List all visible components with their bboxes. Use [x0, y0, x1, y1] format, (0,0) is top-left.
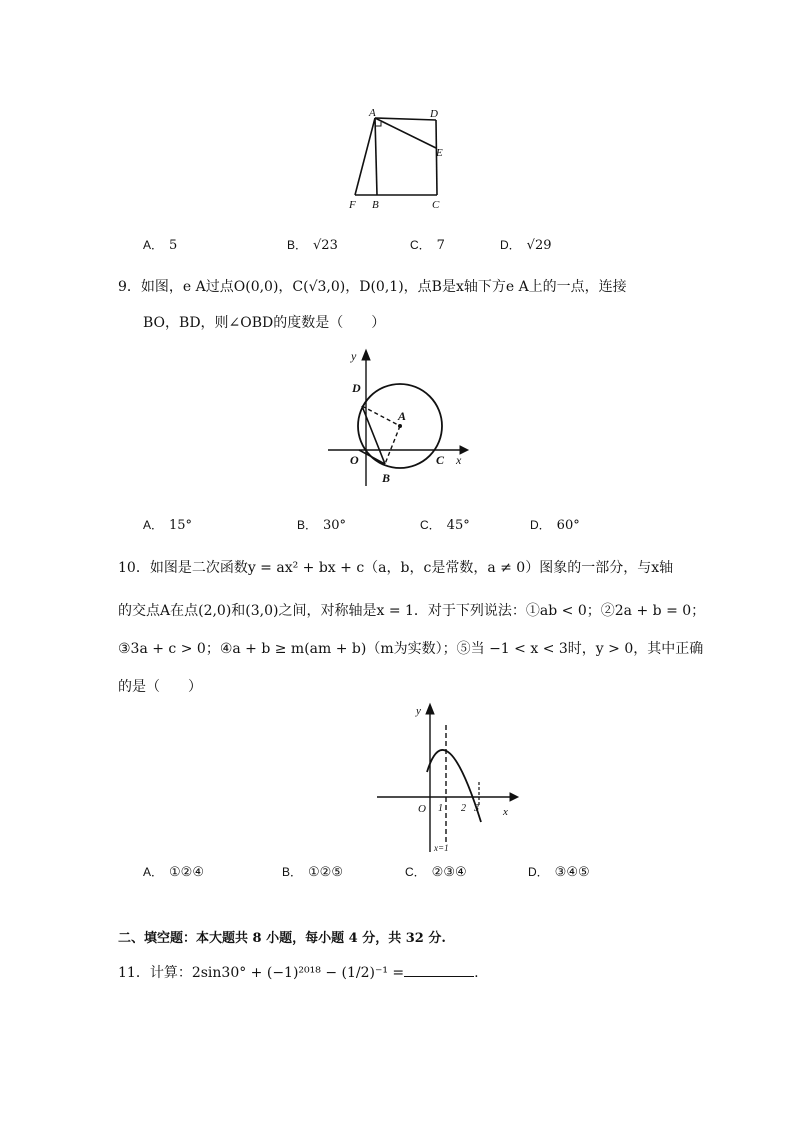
q11-answer-blank[interactable] [404, 962, 474, 977]
q10-option-d[interactable]: D． ③④⑤ [528, 865, 590, 880]
q9-label-x: x [456, 453, 462, 467]
q9-label-A: A [398, 409, 407, 423]
q9-label-B: B [382, 471, 391, 485]
q10-label-1: 1 [438, 803, 443, 814]
q10-label-3: 3 [474, 803, 479, 814]
q8-label-E: E [436, 147, 443, 159]
q8-option-a[interactable]: A． 5 [143, 238, 178, 253]
q11-expression: 2sin30° + (−1)²⁰¹⁸ − (1/2)⁻¹ = [191, 965, 405, 981]
q9-stem-line1: 9．如图，e A过点O(0,0)，C(√3,0)，D(0,1)，点B是x轴下方e A上的一点，连接 [118, 279, 627, 295]
q9-option-c[interactable]: C． 45° [420, 518, 470, 533]
q8-option-b[interactable]: B． √23 [287, 238, 338, 253]
q9-option-b[interactable]: B． 30° [297, 518, 347, 533]
q10-stem-line3: ③3a + c > 0；④a + b ≥ m(am + b)（m为实数）；⑤当 −1 < x < 3时，y > 0，其中正确 [118, 641, 704, 657]
q10-label-2: 2 [461, 803, 466, 814]
q8-option-c[interactable]: C． 7 [410, 238, 445, 253]
q9-label-D: D [352, 381, 361, 395]
q11-prefix: 11．计算： [118, 965, 192, 981]
q10-label-y: y [416, 705, 421, 717]
q9-label-C: C [436, 453, 445, 467]
section2-heading: 二、填空题：本大题共 8 小题，每小题 4 分，共 32 分. [118, 931, 446, 946]
q8-option-d[interactable]: D． √29 [500, 238, 552, 253]
q9-option-a[interactable]: A． 15° [143, 518, 193, 533]
q10-label-axis: x=1 [434, 843, 449, 853]
q10-stem-line1: 10．如图是二次函数y = ax² + bx + c（a，b，c是常数，a ≠ 0）图象的一部分，与x轴 [118, 560, 674, 576]
q9-stem-line2: BO，BD，则∠OBD的度数是（ ） [143, 315, 386, 331]
q8-label-B: B [372, 199, 379, 211]
q9-option-d[interactable]: D． 60° [530, 518, 580, 533]
q8-label-F: F [349, 199, 356, 211]
q11-suffix: . [474, 965, 479, 981]
q11-line [118, 962, 479, 982]
q10-stem-line4: 的是（ ） [118, 679, 202, 695]
q10-option-a[interactable]: A． ①②④ [143, 865, 204, 880]
q10-label-O: O [418, 803, 426, 815]
q9-label-y: y [351, 349, 357, 363]
q10-option-c[interactable]: C． ②③④ [405, 865, 467, 880]
q8-figure [340, 100, 460, 215]
q10-label-x: x [503, 806, 508, 818]
q8-label-C: C [432, 199, 440, 211]
q10-figure [375, 700, 520, 855]
q8-label-A: A [369, 107, 376, 119]
q10-option-b[interactable]: B． ①②⑤ [282, 865, 343, 880]
q9-label-O: O [350, 453, 359, 467]
q9-figure [320, 346, 470, 491]
q8-label-D: D [430, 108, 438, 120]
q10-stem-line2: 的交点A在点(2,0)和(3,0)之间，对称轴是x = 1．对于下列说法：①ab < 0；②2a + b = 0； [118, 603, 706, 619]
